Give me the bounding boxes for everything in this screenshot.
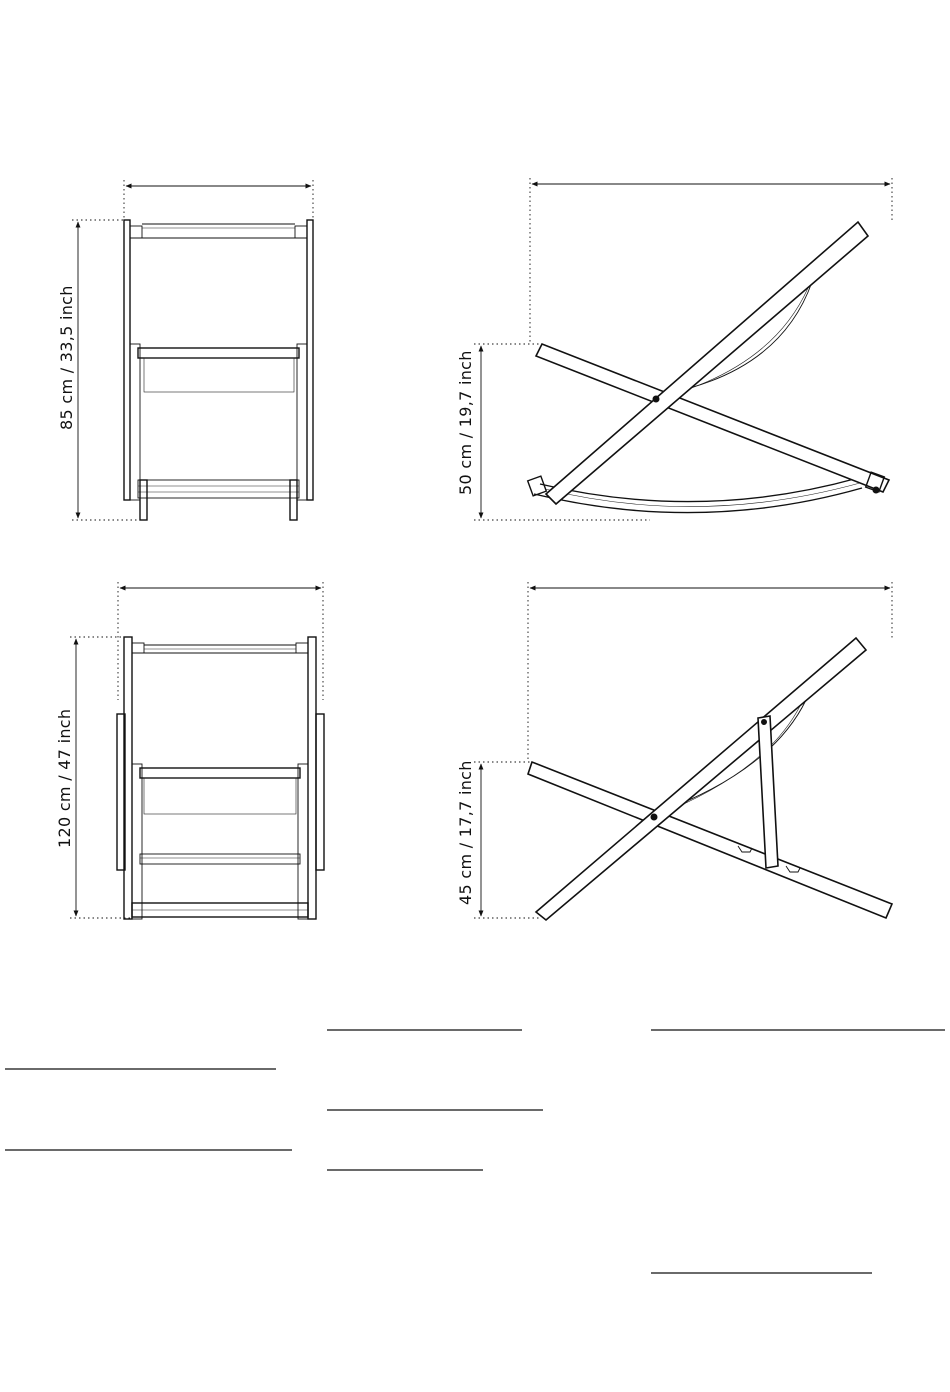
height-label: 45 cm / 17,7 inch	[456, 760, 475, 905]
height-dimension	[55, 637, 130, 918]
chair-outline	[528, 638, 892, 920]
footer-blank-lines	[5, 1030, 945, 1273]
chair-outline	[124, 220, 313, 520]
chair-outline	[528, 222, 889, 513]
width-dimension	[118, 582, 323, 700]
rocking-chair-side-view	[456, 178, 892, 520]
height-label: 85 cm / 33,5 inch	[57, 285, 76, 430]
deck-chair-side-view	[456, 582, 892, 920]
chair-outline	[117, 637, 324, 919]
height-dimension	[456, 760, 540, 918]
height-dimension	[57, 220, 140, 520]
height-label: 50 cm / 19,7 inch	[456, 350, 475, 495]
rocking-chair-front-view	[57, 180, 313, 520]
height-label: 120 cm / 47 inch	[55, 708, 74, 848]
width-dimension	[124, 180, 313, 222]
deck-chair-front-view	[55, 582, 324, 919]
